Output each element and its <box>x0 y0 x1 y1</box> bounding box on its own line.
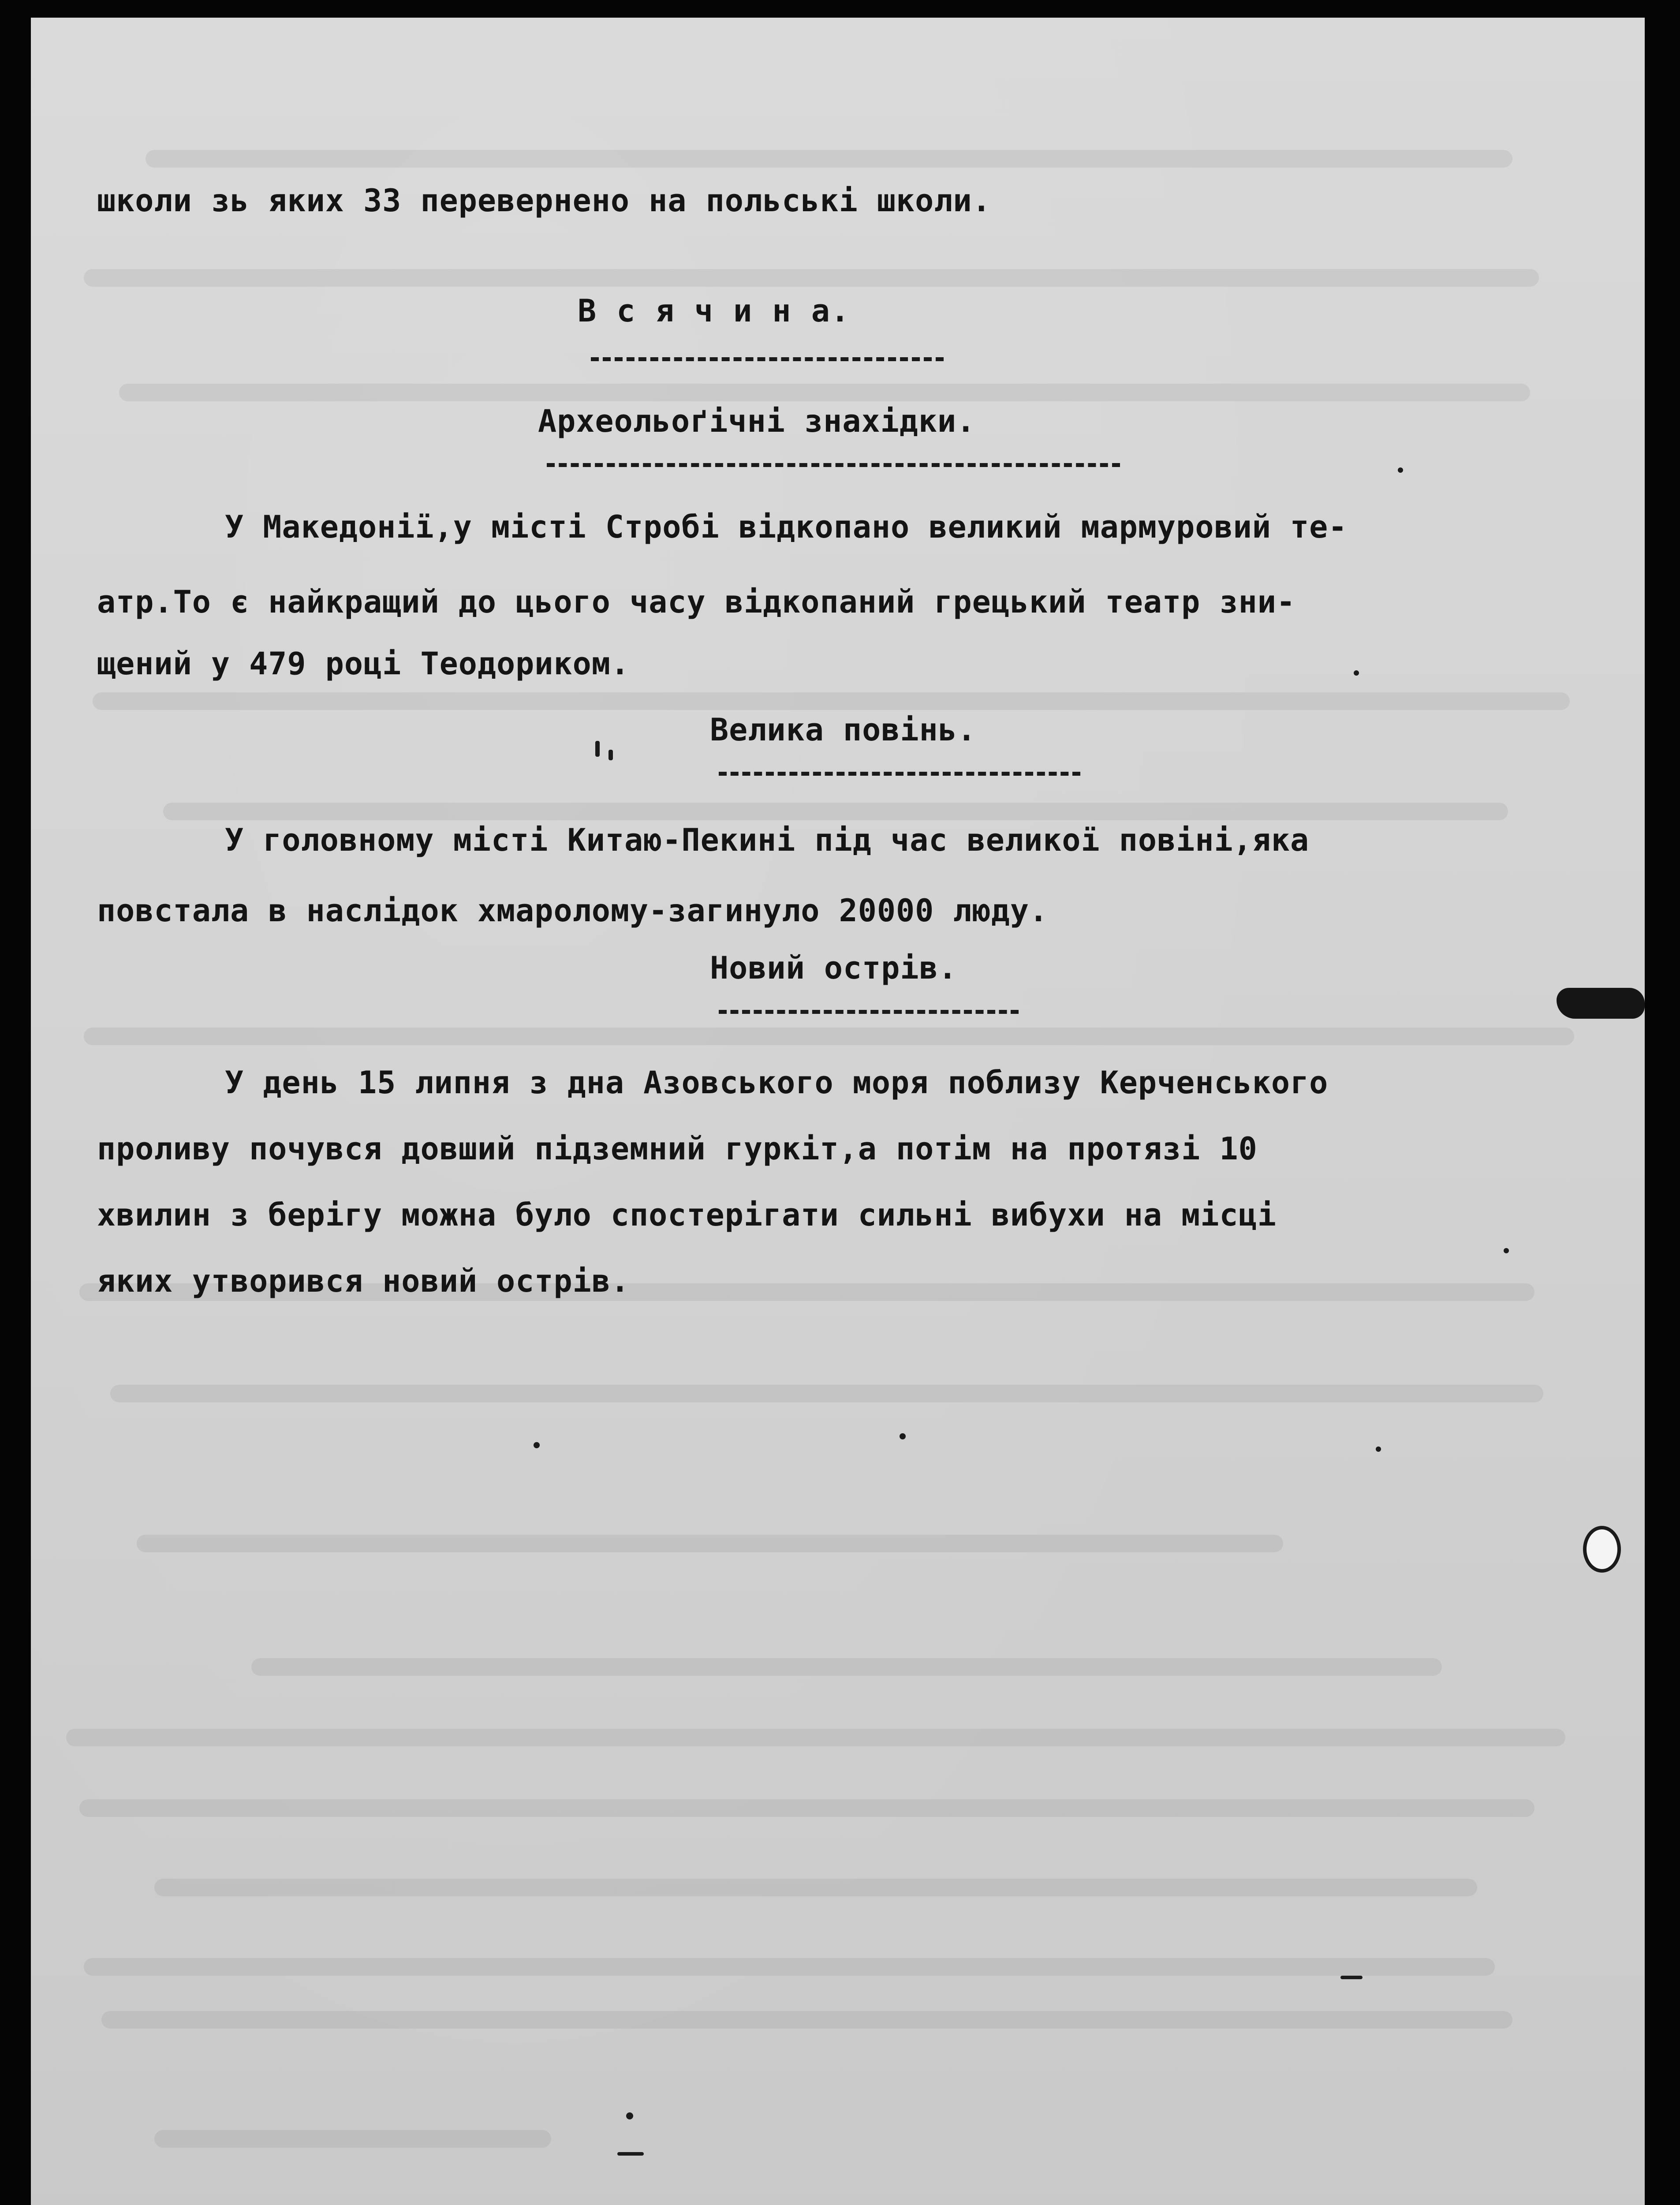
speck <box>609 750 613 760</box>
section-title: В с я ч и н а. <box>578 293 851 329</box>
article-title-flood: Велика повінь. <box>710 712 977 748</box>
intro-line: школи зь яких 33 перевернено на польські школи. <box>97 183 991 219</box>
speck <box>1340 1976 1363 1979</box>
archaeology-line-2: атр.То є найкращий до цього часу відкопаний грецький театр зни- <box>97 584 1296 620</box>
flood-line-2: повстала в наслідок хмаролому-загинуло 20000 люду. <box>97 893 1049 929</box>
article-title-island-underline <box>719 1010 1019 1014</box>
island-line-1: У день 15 липня з дна Азовського моря поблизу Керченського <box>225 1065 1329 1101</box>
speck <box>534 1442 540 1448</box>
section-title-underline <box>591 357 944 361</box>
speck <box>1354 670 1359 676</box>
punch-hole <box>1583 1526 1621 1573</box>
speck <box>1376 1446 1381 1452</box>
archaeology-line-3: щений у 479 році Теодориком. <box>97 646 630 682</box>
flood-line-1: У головному місті Китаю-Пекині під час великої повіні,яка <box>225 822 1310 858</box>
archaeology-line-1: У Македонії,у місті Стробі відкопано великий мармуровий те- <box>225 509 1348 545</box>
article-title-archaeology-underline <box>547 463 1120 467</box>
article-title-flood-underline <box>719 772 1080 776</box>
speck <box>1504 1248 1509 1253</box>
speck <box>617 2152 644 2156</box>
island-line-4: яких утворився новий острів. <box>97 1263 630 1299</box>
article-title-archaeology: Археольоґічні знахідки. <box>538 403 976 439</box>
article-title-island: Новий острів. <box>710 950 957 986</box>
reverse-side-show-through <box>31 18 1645 2205</box>
typewritten-page <box>31 18 1645 2205</box>
speck <box>595 741 600 757</box>
island-line-3: хвилин з берігу можна було спостерігати сильні вибухи на місці <box>97 1197 1277 1233</box>
island-line-2: проливу почувся довший підземний гуркіт,а потім на протязі 10 <box>97 1131 1258 1167</box>
speck <box>900 1433 906 1439</box>
speck <box>1398 467 1403 473</box>
ink-stain <box>1557 988 1645 1019</box>
speck <box>626 2112 633 2119</box>
